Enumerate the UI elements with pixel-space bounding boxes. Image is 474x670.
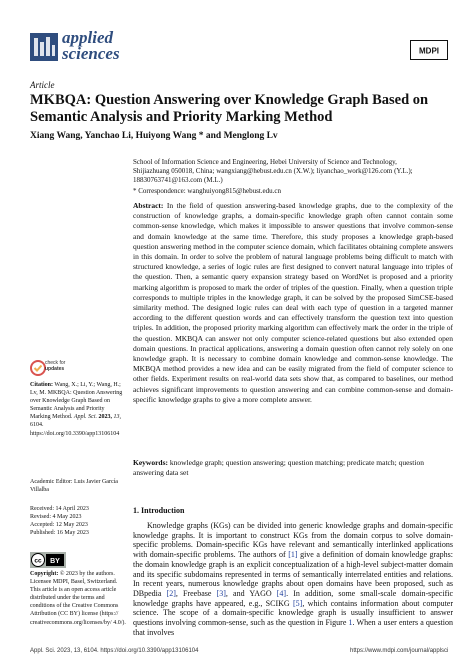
intro-text: . When a user enters a question that involves (133, 618, 454, 637)
mdpi-logo-icon (410, 40, 448, 60)
affiliation (133, 158, 453, 196)
journal-name-line2: sciences (62, 44, 120, 63)
citation-text: Wang, X.; Li, Y.; Wang, H.; Lv, M. MKBQA: Question Answering over Knowledge Graph Based on Semantic Analysis and Priority Marking Method. (30, 382, 123, 421)
citation-year: 2023, (98, 414, 112, 421)
affiliation-line: Shijiazhuang 050018, China; wangxiang@hebust.edu.cn (X.W.); liyanchao_work@126.com (Y.L.); (133, 167, 413, 176)
reference-link[interactable]: [1] (288, 550, 298, 560)
citation-label: Citation: (30, 382, 53, 388)
reference-link[interactable]: [3] (216, 588, 226, 598)
reference-link[interactable]: [2] (166, 588, 176, 598)
date-received: Received: 14 April 2023 (30, 506, 89, 512)
copyright-label: Copyright: (30, 571, 59, 577)
citation-journal: Appl. Sci. (73, 414, 97, 421)
check-label-line2: updates (45, 365, 65, 372)
copyright-text: © 2023 by the authors. Licensee MDPI, Basel, Switzerland. This article is an open access article distributed under the terms and conditions of the Creative Commons Attribution (CC BY) license (https:// creativecommons.org/licenses/by/ 4.0/). (30, 571, 126, 626)
citation-doi[interactable]: 6104. https://doi.org/10.3390/app13106104 (30, 422, 120, 437)
intro-paragraph (133, 521, 453, 637)
figure-link[interactable]: 1 (348, 618, 353, 628)
journal-name (62, 30, 120, 62)
copyright (30, 570, 126, 627)
keywords-label: Keywords: (133, 458, 168, 467)
abstract-text: In the field of question answering-based knowledge graphs, due to the complexity of the construction of knowledge graphs, a domain-specific knowledge graph often cannot contain some common-sense knowledge, which makes it impossible to answer questions that involve common-sense and domain knowledge at the same time. Therefore, this study proposes a knowledge graph-based question answering method in the computer science domain, which facilitates obtaining complete answers in this domain. In order to solve the problem of natural language problems being difficult to match with structured knowledge, a series of logic rules are first designed to convert natural language into triples of the question. Then, a semantic query expansion strategy based on WordNet is proposed and a priority marking algorithm is proposed to mark the order of triples of the question. Finally, when a question triple corresponds to multiple triples in the knowledge graph, it can be solved by the proposed SimCSE-based similarity method. The designed logic rules can deal with each type of question in a targeted manner according to the different question words and can effectively transform the question text into question triples. In addition, the proposed priority marking algorithm can effectively mark the order in the triple of the question. MKBQA can answer not only computer science-related questions but also extended open domain questions. In practical applications, answering a domain question often cannot rely solely on one knowledge graph. It is necessary to combine domain knowledge and common-sense knowledge. The MKBQA method provides a new idea and can be easily migrated from the field of computer science to other fields. Experiment results on real-world data sets show that, as compared to baselines, our method achieves significant improvements to question answering and can combine common-sense and domain-specific knowledge graphs to give a more complete answer. (133, 201, 453, 404)
page-title: MKBQA: Question Answering over Knowledge Graph Based on Semantic Analysis and Priority Marking Method (30, 92, 429, 125)
reference-link[interactable]: [5] (293, 598, 303, 608)
affiliation-line: School of Information Science and Engineering, Hebei University of Science and Technology, (133, 158, 397, 166)
citation-volume: 13, (113, 414, 121, 421)
date-published: Published: 16 May 2023 (30, 530, 89, 537)
intro-text: , Freebase (175, 588, 212, 598)
journal-name-line1: applied (62, 28, 113, 47)
affiliation-line: 18830763741@163.com (M.L.) (133, 176, 223, 185)
article-type: Article (30, 80, 55, 90)
abstract-label: Abstract: (133, 201, 164, 210)
footer-citation[interactable]: Appl. Sci. 2023, 13, 6104. https://doi.org/10.3390/app13106104 (30, 648, 199, 654)
authors: Xiang Wang, Yanchao Li, Huiyong Wang * and Menglong Lv (30, 131, 278, 141)
reference-link[interactable]: [4] (276, 588, 287, 598)
academic-editor: Academic Editor: Luis Javier García Villalba (30, 479, 118, 494)
intro-text: . In addition, some small-scale domain-specific knowledge graphs have appeared, e.g., SCIKG (133, 588, 454, 608)
section-heading: 1. Introduction (133, 506, 185, 515)
intro-text: give a definition of domain knowledge graphs: the domain knowledge graph is an explicit conceptualization of a high-level subject-matter domain and its specific subdomains represented in terms of semantically interrelated entities and relations. In recent years, numerous knowledge graphs about open domains have been proposed, such as DBpedia (133, 550, 453, 598)
check-for-updates-label[interactable] (45, 361, 65, 372)
keywords-text: knowledge graph; question answering; question matching; predicate match; question answering data set (133, 458, 424, 478)
intro-text: , and YAGO (225, 588, 272, 598)
mdpi-logo-text: MDPI (419, 46, 439, 56)
keywords (133, 458, 453, 478)
cc-badge-text: cc (34, 557, 42, 565)
cc-badge-by: BY (50, 558, 60, 565)
footer-journal-link[interactable]: https://www.mdpi.com/journal/applsci (350, 648, 449, 654)
intro-text: Knowledge graphs (KGs) can be divided into generic knowledge graphs and domain-specific knowledge graphs. It is important to construct KGs from the domain corpus to solve domain-specific problems. Domain-specific KGs have relevant and semantically interlinked applications with domain-specific problems. The authors of (133, 521, 453, 560)
check-label-line1: check for (45, 360, 66, 366)
intro-text: , which contains information about computer science. The scope of a domain-specific knowledge graph is usually insufficient to answer questions involving common-sense, such as the question in Figure (133, 598, 454, 628)
citation (30, 381, 126, 438)
cc-by-license-icon[interactable] (30, 552, 66, 568)
correspondence: * Correspondence: wanghuiyong815@hebust.edu.cn (133, 186, 281, 195)
abstract (133, 201, 453, 405)
date-accepted: Accepted: 12 May 2023 (30, 522, 88, 529)
journal-logo-icon (30, 33, 58, 61)
date-revised: Revised: 4 May 2023 (30, 514, 82, 521)
dates (30, 505, 126, 537)
